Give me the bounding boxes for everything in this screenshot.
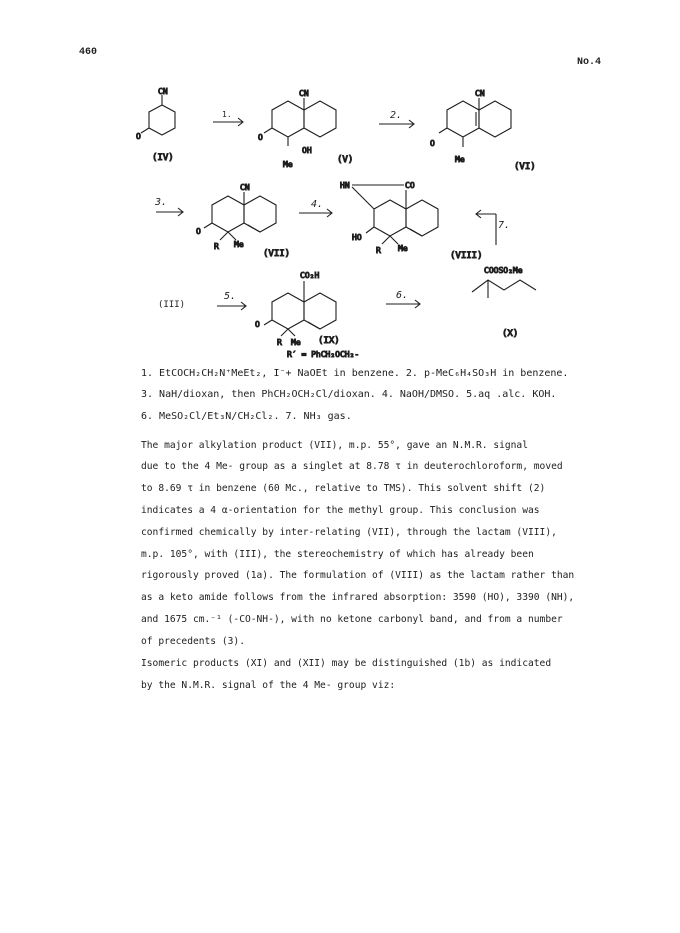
- step-5-label: 5.: [224, 291, 237, 302]
- reagent-line: 1. EtCOCH₂CH₂N⁺MeEt₂, I⁻+ NaOEt in benzene. 2. p-MeC₆H₄SO₃H in benzene.: [141, 368, 569, 379]
- o-label: O: [430, 139, 435, 148]
- arrow-step-5: [217, 291, 246, 310]
- text-line: by the N.M.R. signal of the 4 Me- group viz:: [141, 680, 396, 691]
- me-label: Me: [455, 155, 465, 164]
- text-line: of precedents (3).: [141, 636, 245, 647]
- o-label: O: [258, 133, 263, 142]
- compound-vi: [430, 89, 536, 172]
- text-line: rigorously proved (1a). The formulation of (VIII) as the lactam rather than: [141, 570, 575, 581]
- compound-viii: [340, 181, 483, 261]
- arrow-step-7: [476, 210, 510, 245]
- text-line: indicates a 4 α-orientation for the methyl group. This conclusion was: [141, 505, 540, 516]
- arrow-step-1: [213, 110, 243, 126]
- compound-x-label: (X): [502, 329, 519, 339]
- compound-vii-label: (VII): [263, 249, 291, 259]
- compound-ix: [255, 271, 359, 359]
- compound-v-label: (V): [337, 155, 354, 165]
- co-label: CO: [405, 181, 415, 190]
- step-3-label: 3.: [155, 197, 168, 208]
- coosomel-label: COOSO₂Me: [484, 266, 523, 275]
- compound-iv: [136, 87, 175, 163]
- o-label: O: [196, 227, 201, 236]
- text-line: to 8.69 τ in benzene (60 Mc., relative to TMS). This solvent shift (2): [141, 483, 546, 494]
- me-label: Me: [398, 244, 408, 253]
- step-1-label: 1.: [222, 110, 232, 119]
- reaction-scheme: [0, 0, 680, 380]
- carbonyl-o-label: O: [136, 132, 141, 141]
- step-6-label: 6.: [396, 290, 409, 301]
- hn-label: HN: [340, 181, 350, 190]
- cn-label: CN: [475, 89, 485, 98]
- compound-viii-label: (VIII): [450, 251, 483, 261]
- r-label: R: [277, 338, 282, 347]
- compound-vi-label: (VI): [514, 162, 536, 172]
- arrow-step-6: [386, 290, 420, 308]
- compound-x: [472, 266, 536, 339]
- r-label: R: [214, 242, 219, 251]
- cn-label: CN: [158, 87, 168, 96]
- compound-iii-label: (III): [158, 300, 186, 310]
- compound-iv-label: (IV): [152, 153, 174, 163]
- step-7-label: 7.: [498, 220, 511, 231]
- compound-vii: [196, 183, 290, 259]
- issue-number: No.4: [577, 57, 602, 68]
- text-line: due to the 4 Me- group as a singlet at 8.78 τ in deuterochloroform, moved: [141, 461, 563, 472]
- text-line: and 1675 cm.⁻¹ (-CO-NH-), with no ketone carbonyl band, and from a number: [141, 614, 563, 625]
- text-line: The major alkylation product (VII), m.p. 55°, gave an N.M.R. signal: [141, 440, 528, 451]
- ho-label: HO: [352, 233, 362, 242]
- me-label: Me: [291, 338, 301, 347]
- me-label: Me: [234, 240, 244, 249]
- arrow-step-3: [154, 197, 183, 216]
- compound-ix-label: (IX): [318, 336, 340, 346]
- page-number: 460: [79, 47, 98, 58]
- me-label: Me: [283, 160, 293, 169]
- compound-v: [258, 89, 353, 169]
- step-2-label: 2.: [390, 110, 403, 121]
- arrow-step-2: [379, 110, 414, 128]
- oh-label: OH: [302, 146, 312, 155]
- text-line: Isomeric products (XI) and (XII) may be distinguished (1b) as indicated: [141, 658, 552, 669]
- text-line: m.p. 105°, with (III), the stereochemistry of which has already been: [141, 549, 534, 560]
- reagent-line: 6. MeSO₂Cl/Et₃N/CH₂Cl₂. 7. NH₃ gas.: [141, 411, 352, 422]
- text-line: as a keto amide follows from the infrared absorption: 3590 (HO), 3390 (NH),: [141, 592, 575, 603]
- r-prime-definition: R′ = PhCH₂OCH₂-: [287, 350, 360, 359]
- co2h-label: CO₂H: [300, 271, 320, 280]
- cn-label: CN: [299, 89, 309, 98]
- cn-label: CN: [240, 183, 250, 192]
- text-line: confirmed chemically by inter-relating (VII), through the lactam (VIII),: [141, 527, 557, 538]
- arrow-step-4: [299, 199, 332, 217]
- step-4-label: 4.: [311, 199, 324, 210]
- r-label: R: [376, 246, 381, 255]
- reagent-line: 3. NaH/dioxan, then PhCH₂OCH₂Cl/dioxan. 4. NaOH/DMSO. 5.aq .alc. KOH.: [141, 389, 557, 400]
- o-label: O: [255, 320, 260, 329]
